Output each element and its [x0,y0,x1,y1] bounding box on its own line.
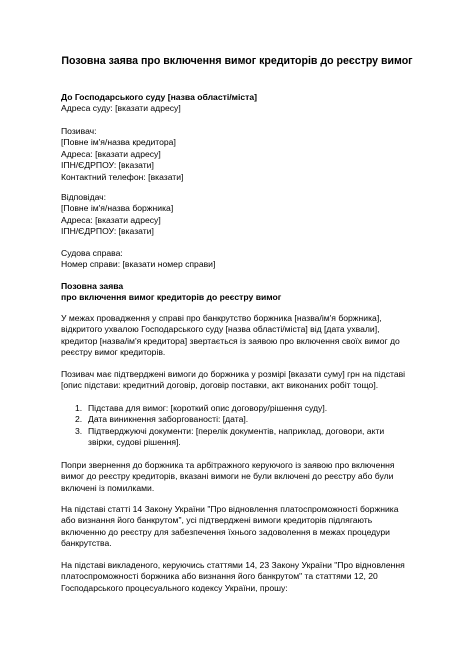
plaintiff-phone: Контактний телефон: [вказати] [61,171,184,182]
plaintiff-tax-id: ІПН/ЄДРПОУ: [вказати] [61,160,154,171]
paragraph-5 [61,560,421,594]
heading-line-2: про включення вимог кредиторів до реєстру вимог [61,292,282,303]
paragraph-line: вимог до реєстру кредиторів, вказані вимоги не були включені до реєстру або були [61,471,394,482]
defendant-tax-id: ІПН/ЄДРПОУ: [вказати] [61,226,154,237]
paragraph-line: Позивач має підтверджені вимоги до боржника у розмірі [вказати суму] грн на підставі [61,369,406,379]
defendant-address: Адреса: [вказати адресу] [61,214,161,225]
list-item-text: Підтверджуючі документи: [перелік документів, наприклад, договори, акти [88,425,385,436]
paragraph-line: У межах провадження у справі про банкрутство боржника [назва/ім'я боржника], [61,313,382,323]
paragraph-line: реєстру вимог кредиторів. [61,347,166,358]
document-title: Позовна заява про включення вимог кредиторів до реєстру вимог [61,55,413,67]
list-item-text: Дата виникнення заборгованості: [дата]. [88,414,249,425]
case-label: Судова справа: [61,248,123,258]
case-block [61,248,421,271]
paragraph-line: На підставі статті 14 Закону України "Про відновлення платоспроможності боржника [61,504,399,514]
paragraph-3 [61,460,421,494]
list-item-number: 2. [75,414,83,425]
list-item-text: Підстава для вимог: [короткий опис договору/рішення суду]. [88,403,328,413]
paragraph-line: або визнання його банкрутом", усі підтверджені вимоги кредиторів підлягають [61,515,373,526]
paragraph-line: включені із помилками. [61,482,155,493]
court-name: До Господарського суду [назва області/міста] [61,92,257,102]
plaintiff-name: [Повне ім'я/назва кредитора] [61,137,176,148]
list-item [61,426,421,449]
paragraph-4 [61,504,421,550]
paragraph-line: Господарського процесуального кодексу України, прошу: [61,582,288,593]
court-address: Адреса суду: [вказати адресу] [61,103,181,114]
paragraph-line: кредитор [назва/ім'я кредитора] звертається із заявою про включення своїх вимог до [61,335,400,346]
paragraph-line: банкрутства. [61,538,112,549]
paragraph-1 [61,313,421,359]
claims-list [61,403,421,449]
list-item-number: 3. [75,425,83,436]
statement-heading [61,281,421,304]
heading-line-1: Позовна заява [61,281,124,291]
paragraph-line: відкритого ухвалою Господарського суду [назва області/міста] від [дата ухвали], [61,324,380,335]
defendant-label: Відповідач: [61,192,107,202]
list-item-number: 1. [75,403,83,413]
plaintiff-block [61,126,421,183]
paragraph-line: платоспроможності боржника або визнання його банкрутом" та статтями 12, 20 [61,571,378,582]
plaintiff-address: Адреса: [вказати адресу] [61,148,161,159]
court-block [61,92,421,115]
defendant-name: [Повне ім'я/назва боржника] [61,203,174,214]
list-item [61,414,421,425]
list-item-text: звірки, судові рішення]. [88,437,181,448]
paragraph-line: [опис підстави: кредитний договір, договір поставки, акт виконаних робіт тощо]. [61,380,379,391]
case-number: Номер справи: [вказати номер справи] [61,259,216,270]
paragraph-line: Попри звернення до боржника та арбітражного керуючого із заявою про включення [61,460,395,470]
list-item [61,403,421,414]
plaintiff-label: Позивач: [61,126,97,136]
paragraph-line: включенню до реєстру для забезпечення їхнього задоволення в межах процедури [61,526,390,537]
paragraph-line: На підставі викладеного, керуючись статтями 14, 23 Закону України "Про відновлення [61,560,405,570]
paragraph-2 [61,369,421,392]
defendant-block [61,192,421,238]
